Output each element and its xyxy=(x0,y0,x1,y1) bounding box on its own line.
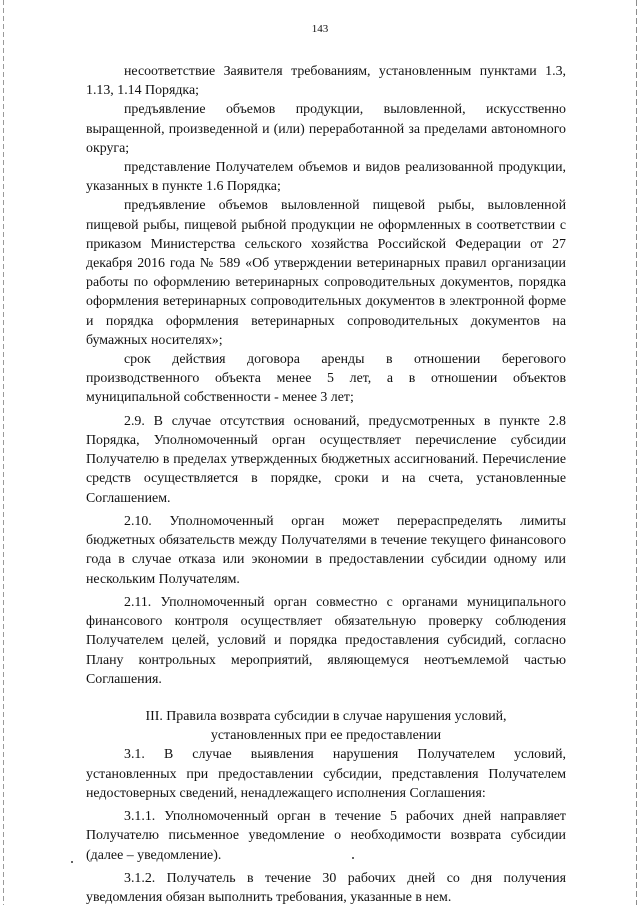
document-body xyxy=(86,62,566,907)
scan-speck xyxy=(71,861,73,863)
paragraph-3: представление Получателем объемов и видов реализованной продукции, указанных в пункте 1.6 Порядка; xyxy=(86,160,566,195)
page-number: 143 xyxy=(311,23,329,35)
paragraph-3-1-2: 3.1.2. Получатель в течение 30 рабочих дней со дня получения уведомления обязан выполнить требования, указанные в нем. xyxy=(86,871,566,906)
scan-edge-right xyxy=(636,0,637,905)
section-heading-line-1: III. Правила возврата субсидии в случае нарушения условий, xyxy=(145,709,507,725)
section-heading xyxy=(86,707,566,745)
scan-edge-left xyxy=(3,0,4,905)
paragraph-4: предъявление объемов выловленной пищевой рыбы, выловленной пищевой рыбы, пищевой рыбной продукции не оформленных в соответствии с приказом Министерства сельского хозяйства Российской Федерации от 27 декабря 2016 года № 589 «Об утверждении ветеринарных правил организации работы по оформлению ветеринарных сопроводительных документов, порядка оформления ветеринарных сопроводительных документов в электронной форме и порядка оформления ветеринарных сопроводительных документов на бумажных носителях»; xyxy=(86,198,566,348)
paragraph-2-11: 2.11. Уполномоченный орган совместно с органами муниципального финансового контроля осуществляет обязательную проверку соблюдения Получателем целей, условий и порядка предоставления субсидий, согласно Плану контрольных мероприятий, являющемуся неотъемлемой частью Соглашения. xyxy=(86,595,566,687)
paragraph-3-1-1: 3.1.1. Уполномоченный орган в течение 5 рабочих дней направляет Получателю письменное уведомление о необходимости возврата субсидии (далее – уведомление). xyxy=(86,809,566,863)
paragraph-2-9: 2.9. В случае отсутствия оснований, предусмотренных в пункте 2.8 Порядка, Уполномоченный орган осуществляет перечисление субсидии Получателю в пределах утвержденных бюджетных ассигнований. Перечисление средств осуществляется в порядке, сроки и на счета, установленные Соглашением. xyxy=(86,413,566,506)
paragraph-5: срок действия договора аренды в отношении берегового производственного объекта менее 5 лет, а в отношении объектов муниципальной собственности - менее 3 лет; xyxy=(86,352,566,406)
scan-speck xyxy=(352,857,354,859)
paragraph-1: несоответствие Заявителя требованиям, установленным пунктами 1.3, 1.13, 1.14 Порядка; xyxy=(86,64,566,99)
paragraph-3-1: 3.1. В случае выявления нарушения Получателем условий, установленных при предоставлении субсидии, представления Получателем недостоверных сведений, ненадлежащего исполнения Соглашения: xyxy=(86,747,566,801)
paragraph-2: предъявление объемов продукции, выловленной, искусственно выращенной, произведенной и (или) переработанной за пределами автономного округа; xyxy=(86,102,566,156)
paragraph-2-10: 2.10. Уполномоченный орган может перераспределять лимиты бюджетных обязательств между Получателями в течение текущего финансового года в случае отказа или экономии в предоставлении субсидии одному или нескольким Получателям. xyxy=(86,514,566,587)
section-heading-line-2: установленных при ее предоставлении xyxy=(210,728,442,744)
